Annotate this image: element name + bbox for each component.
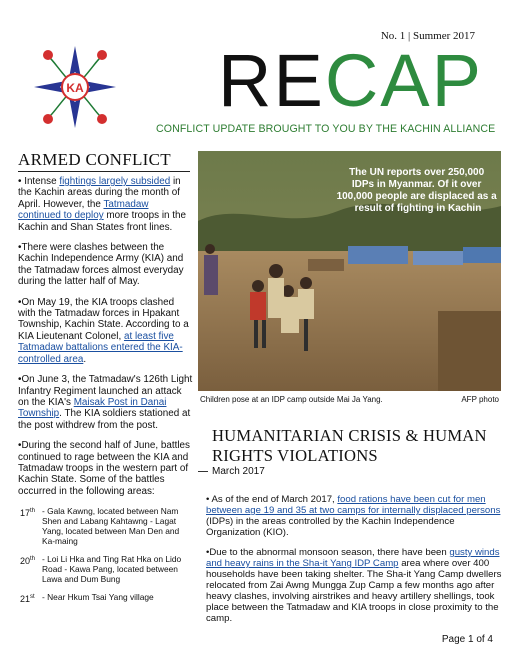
humanitarian-column	[206, 494, 502, 633]
photo-overlay-line: result of fighting in Kachin	[354, 203, 482, 214]
photo-overlay-line: The UN reports over 250,000	[349, 167, 485, 178]
armed-paragraph-1: • Intense fightings largely subsided in the Kachin areas during the month of April. However, the Tatmadaw continued to deploy more troops in the Kachin and Shan States front lines.	[18, 176, 186, 233]
photo-credit: AFP photo	[461, 395, 499, 404]
humanitarian-paragraph-2: •Due to the abnormal monsoon season, there have been gusty winds and heavy rains in the Sha-it Yang IDP Camp area where over 400 households have been taking shelter. The Sha-it Yang Camp dwellers relocated from Zai Awng Mungga Zup Camp a few months ago after heavy clashes, involving airstrikes and heavy artillery shellings, took place between the Tatmadaw and KIA troops in close proximity to the camp.	[206, 547, 502, 624]
battle-item: 20th - Loi Li Hka and Ting Rat Hka on Lido Road - Kawa Pang, located between Lawa and Dum Bung	[20, 554, 182, 585]
heading-rule	[18, 171, 190, 172]
armed-paragraph-4: •On June 3, the Tatmadaw's 126th Light Infantry Regiment launched an attack on the KIA's Maisak Post in Danai Township. The KIA soldiers stationed at the post withdrew from the post.	[18, 374, 193, 431]
armed-paragraph-5: •During the second half of June, battles continued to rage between the KIA and Tatmadaw troops in the western part of Kachin State. Some of the battles occurred in the following areas:	[18, 440, 190, 497]
armed-paragraph-2: •There were clashes between the Kachin Independence Army (KIA) and the Tatmadaw forces almost everyday during the latter half of May.	[18, 242, 184, 288]
page-number: Page 1 of 4	[441, 634, 493, 645]
humanitarian-heading: HUMANITARIAN CRISIS & HUMAN RIGHTS VIOLATIONS	[212, 426, 487, 465]
tagline: CONFLICT UPDATE BROUGHT TO YOU BY THE KACHIN ALLIANCE	[156, 123, 496, 135]
armed-paragraph-3: •On May 19, the KIA troops clashed with the Tatmadaw forces in Hpakant Township, Kachin State. According to a KIA Lieutenant Colonel, at least five Tatmadaw battalions entered the KIA-controlled area.	[18, 296, 189, 365]
photo-caption: Children pose at an IDP camp outside Mai Ja Yang.	[200, 395, 383, 404]
armed-conflict-column	[18, 176, 194, 612]
issue-label: No. 1 | Summer 2017	[380, 30, 475, 42]
photo-overlay-line: 100,000 people are displaced as a	[336, 191, 497, 202]
link-maisak-post[interactable]: Maisak Post in Danai Township	[18, 396, 167, 420]
armed-conflict-heading: ARMED CONFLICT	[18, 150, 171, 169]
section-date: March 2017	[198, 466, 265, 477]
link-food-rations-cut[interactable]: food rations have been cut for men between age 19 and 35 at two camps for internally displaced persons	[206, 494, 501, 516]
photo-overlay-line: IDPs in Myanmar. Of it over	[351, 179, 482, 190]
link-five-battalions[interactable]: at least five Tatmadaw battalions entered the KIA-controlled area	[18, 330, 183, 365]
humanitarian-paragraph-1: • As of the end of March 2017, food rations have been cut for men between age 19 and 35 at two camps for internally displaced persons (IDPs) in the areas controlled by the Kachin Independence Organization (KIO).	[206, 494, 501, 538]
svg-text:The UN reports over 250,000	[337, 167, 500, 214]
photo-caption-row	[198, 395, 501, 404]
masthead-cap: CAP	[324, 39, 483, 122]
link-fightings-subsided[interactable]: fightings largely subsided	[59, 176, 171, 187]
idp-camp-photo	[198, 151, 501, 391]
link-sha-it-yang-camp[interactable]: gusty winds and heavy rains in the Sha-it Yang IDP Camp	[206, 547, 500, 569]
date-tick	[198, 471, 208, 472]
battle-item: 17th - Gala Kawng, located between Nam Shen and Labang Kahtawng - Lagat Yang, located between Man Den and Ka-maing	[20, 506, 180, 547]
masthead-title	[218, 39, 483, 122]
logo-text: KA	[66, 81, 84, 95]
masthead-re: RE	[218, 39, 325, 122]
battle-item: 21st - Near Hkum Tsai Yang village	[20, 592, 154, 605]
link-tatmadaw-deploy[interactable]: Tatmadaw continued to deploy	[18, 198, 149, 222]
battle-list	[18, 506, 194, 604]
kachin-alliance-logo	[30, 42, 120, 132]
